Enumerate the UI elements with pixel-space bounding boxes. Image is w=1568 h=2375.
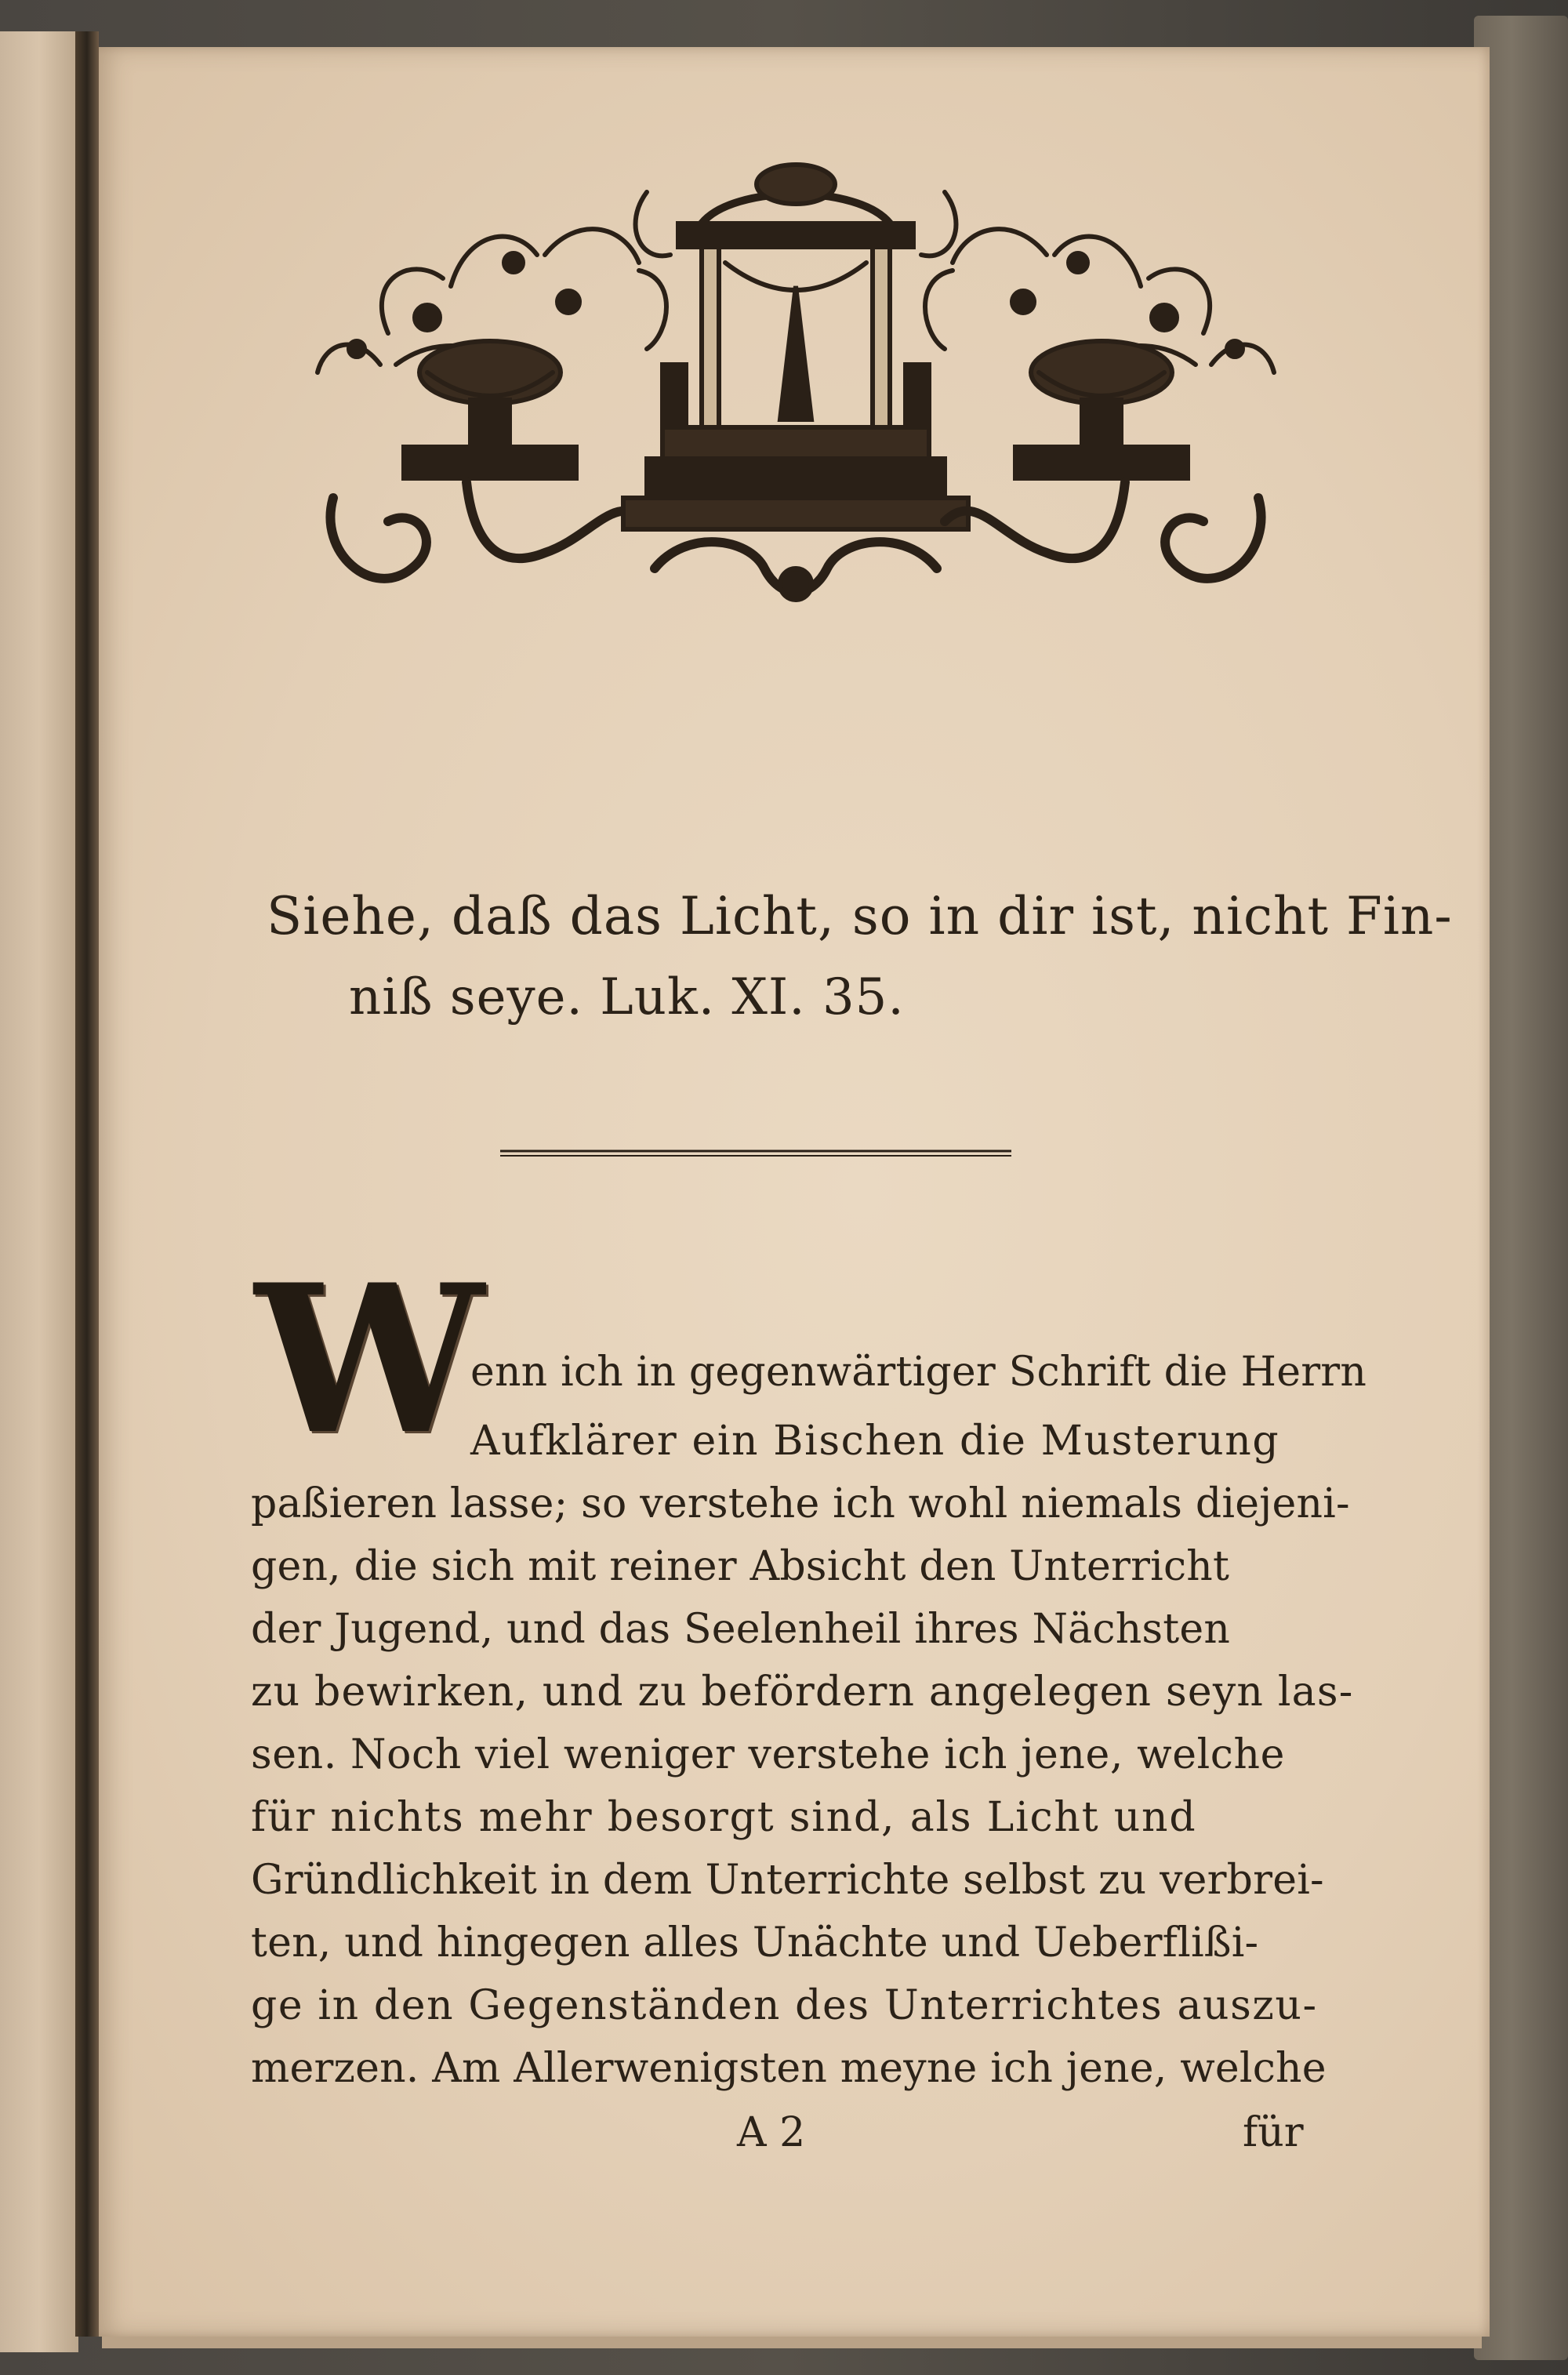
body-line-11: ge in den Gegenständen des Unterrichtes auszu- — [251, 1982, 1318, 2029]
flower-vase-icon — [925, 229, 1274, 579]
signature-mark: A 2 — [737, 2109, 806, 2156]
body-line-10: ten, und hingegen alles Unächte und Ueberflißi- — [251, 1919, 1259, 1966]
body-line-8: für nichts mehr besorgt sind, als Licht und — [251, 1794, 1197, 1841]
body-line-5: der Jugend, und das Seelenheil ihres Nächsten — [251, 1606, 1231, 1653]
body-line-7: sen. Noch viel weniger verstehe ich jene, welche — [251, 1731, 1285, 1778]
catchword: für — [1243, 2109, 1304, 2156]
body-line-9: Gründlichkeit in dem Unterrichte selbst zu verbrei- — [251, 1857, 1324, 1904]
body-line-2: Aufklärer ein Bischen die Musterung — [470, 1418, 1280, 1465]
divider-rule — [500, 1149, 1011, 1158]
headpiece-ornament — [310, 161, 1282, 647]
motto-line-2: niß seye. Luk. XI. 35. — [349, 968, 905, 1026]
drop-cap: W — [255, 1240, 484, 1480]
body-line-12: merzen. Am Allerwenigsten meyne ich jene, welche — [251, 2045, 1327, 2092]
body-line-1: enn ich in gegenwärtiger Schrift die Herrn — [470, 1349, 1367, 1396]
motto-line-1: Siehe, daß das Licht, so in dir ist, nicht Fin- — [267, 886, 1453, 946]
body-line-6: zu bewirken, und zu befördern angelegen seyn las- — [251, 1669, 1354, 1716]
body-line-4: gen, die sich mit reiner Absicht den Unterricht — [251, 1543, 1230, 1590]
gutter — [75, 31, 99, 2337]
temple-obelisk-icon — [623, 165, 968, 600]
flower-vase-icon — [318, 229, 666, 579]
left-board — [0, 31, 78, 2352]
body-line-3: paßieren lasse; so verstehe ich wohl niemals diejeni- — [251, 1480, 1350, 1527]
